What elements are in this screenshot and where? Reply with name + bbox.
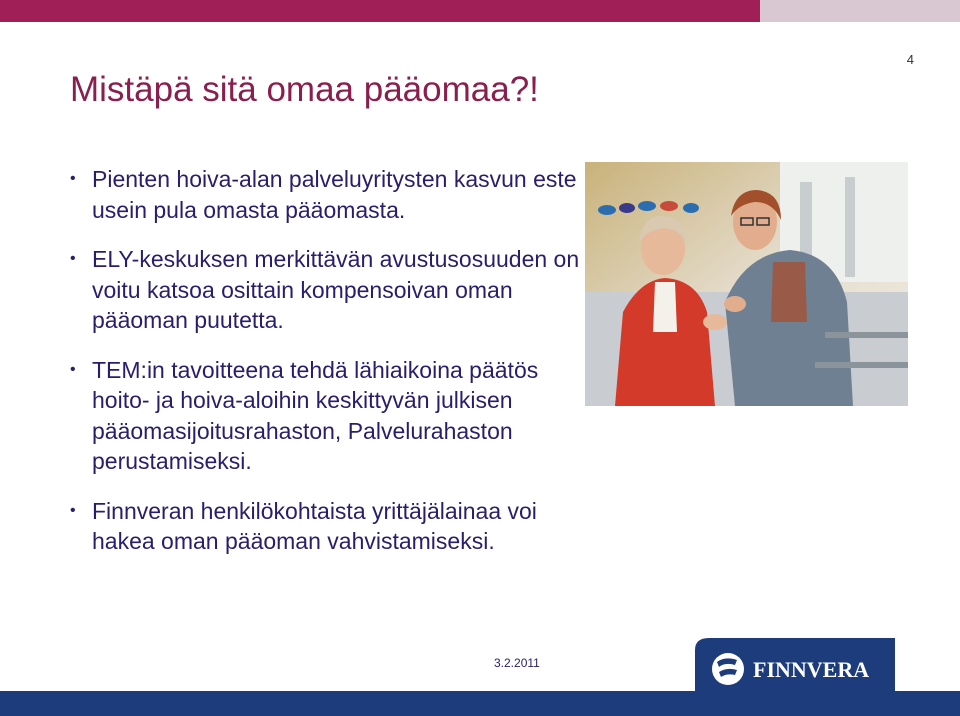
bullet-dot-icon: • <box>70 250 76 267</box>
footer-date: 3.2.2011 <box>494 656 540 670</box>
bullet-item <box>70 164 580 225</box>
bullet-text: Pienten hoiva-alan palveluyritysten kasvun este usein pula omasta pääomasta. <box>92 166 577 223</box>
slide-title: Mistäpä sitä omaa pääomaa?! <box>70 70 539 109</box>
photo-two-women <box>585 162 908 406</box>
bullet-text: TEM:in tavoitteena tehdä lähiaikoina päätös hoito- ja hoiva-aloihin keskittyvän julkisen pääomasijoitusrahaston, Palvelurahaston perustamiseksi. <box>92 356 539 474</box>
top-bar-secondary <box>760 0 960 22</box>
photo-illustration <box>585 162 908 406</box>
bottom-color-bar <box>0 691 960 716</box>
bullet-dot-icon: • <box>70 501 76 519</box>
bullet-dot-icon: • <box>70 360 76 378</box>
bullet-text: ELY-keskuksen merkittävän avustusosuuden on voitu katsoa osittain kompensoivan oman pääoman puutetta. <box>92 246 580 333</box>
page-number: 4 <box>906 52 914 67</box>
bullet-list <box>70 164 580 557</box>
bullet-dot-icon: • <box>70 170 76 187</box>
bullet-item <box>70 496 580 557</box>
top-color-bar <box>0 0 960 22</box>
logo-text: FINNVERA <box>753 657 870 682</box>
bullet-item <box>70 244 580 336</box>
bullet-text: Finnveran henkilökohtaista yrittäjälainaa voi hakea oman pääoman vahvistamiseksi. <box>92 497 537 554</box>
bullet-item <box>70 355 580 477</box>
top-bar-primary <box>0 0 760 22</box>
